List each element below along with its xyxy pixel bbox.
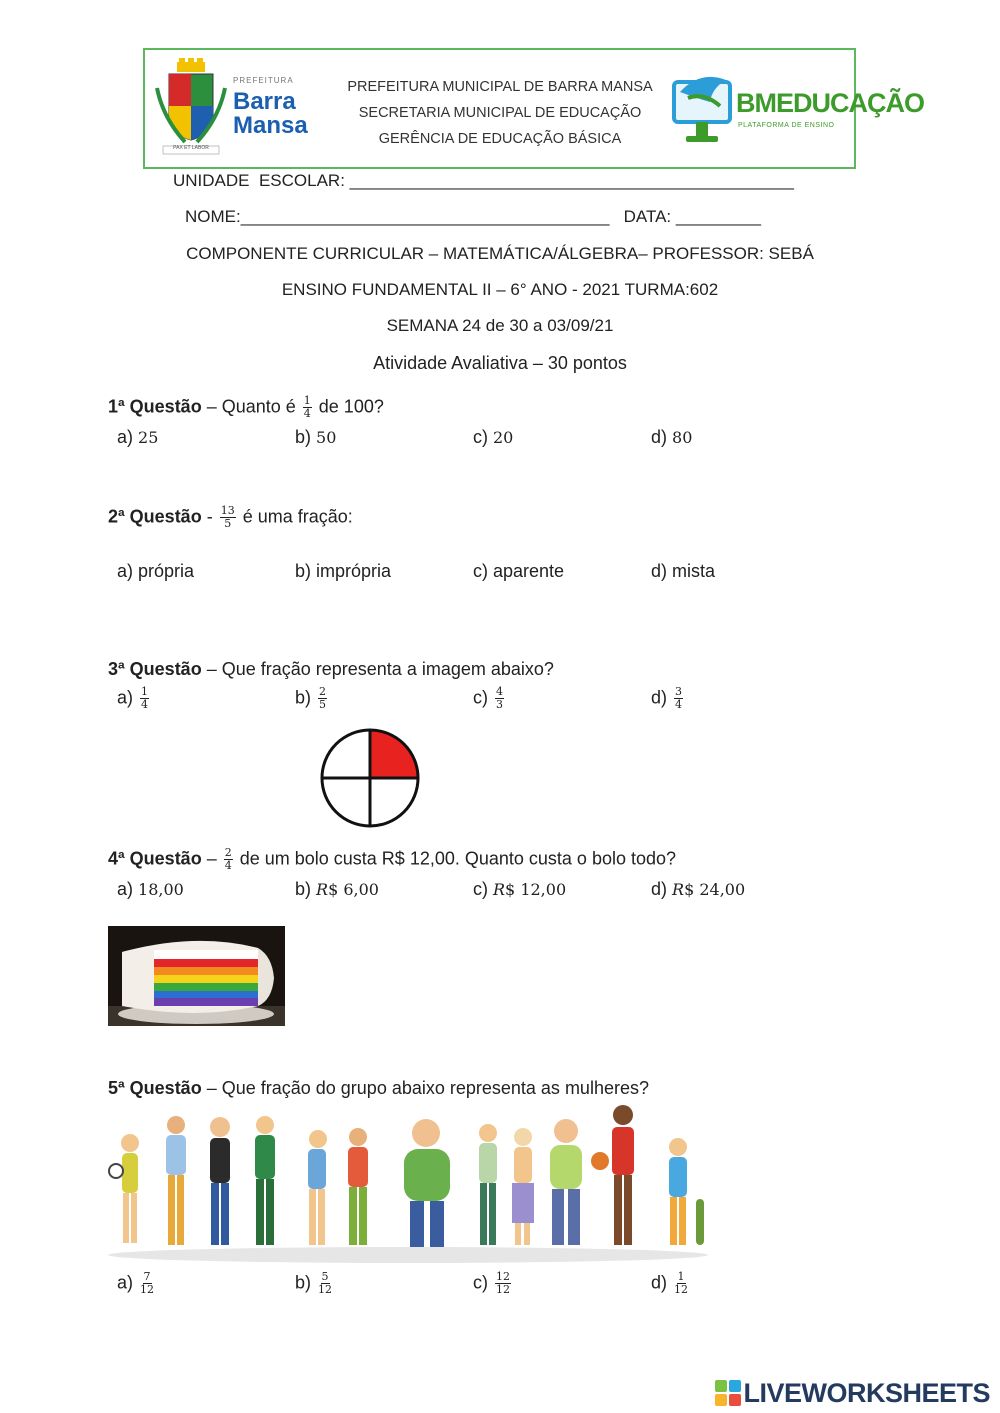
question-2-post: é uma fração:	[237, 506, 353, 527]
q1-option-d[interactable]	[651, 427, 692, 448]
prefeitura-label: PREFEITURA	[233, 76, 294, 85]
fraction-numerator: 1	[303, 394, 311, 407]
option-letter: d)	[651, 687, 673, 708]
fraction-denominator: 4	[303, 407, 311, 420]
coat-of-arms-icon	[155, 58, 227, 158]
option-value: aparente	[493, 561, 565, 581]
currency-prefix: R	[316, 880, 329, 899]
question-5-label: 5ª Questão	[108, 1078, 202, 1098]
currency-prefix: R	[493, 880, 506, 899]
question-1-fraction	[303, 395, 312, 420]
q5-option-a[interactable]	[117, 1271, 156, 1296]
fraction-numerator: 2	[319, 685, 327, 698]
option-value: $ 12,00	[505, 880, 567, 899]
option-letter: a)	[117, 687, 139, 708]
q3-option-c[interactable]	[473, 686, 506, 711]
option-value: 18,00	[138, 880, 184, 899]
fraction-denominator: 4	[141, 698, 149, 711]
componente-curricular: COMPONENTE CURRICULAR – MATEMÁTICA/ÁLGEBRA– PROFESSOR: SEBÁ	[186, 244, 814, 263]
bm-educacao-logo	[670, 68, 924, 153]
mansa-text: Mansa	[233, 112, 308, 139]
question-2-fraction	[220, 505, 236, 530]
q5-option-d[interactable]	[651, 1271, 690, 1296]
header-line-3: GERÊNCIA DE EDUCAÇÃO BÁSICA	[378, 131, 622, 147]
fraction-numerator: 5	[321, 1270, 329, 1283]
option-letter: a)	[117, 427, 139, 447]
option-fraction	[318, 686, 327, 711]
option-fraction	[674, 1271, 688, 1296]
option-value: imprópria	[316, 561, 392, 581]
q2-option-a[interactable]	[117, 561, 194, 582]
question-4-post: de um bolo custa R$ 12,00. Quanto custa o bolo todo?	[234, 848, 677, 869]
option-value: $ 24,00	[684, 880, 746, 899]
computer-monitor-icon	[670, 68, 736, 150]
fraction-denominator: 5	[224, 517, 232, 530]
bm-educacao-text: BMEDUCAÇÃO	[736, 88, 924, 118]
atividade-title: Atividade Avaliativa – 30 pontos	[373, 353, 627, 373]
question-3-title	[108, 659, 554, 680]
q1-option-c[interactable]	[473, 427, 513, 448]
option-letter: c)	[473, 427, 493, 447]
liveworksheets-watermark	[715, 1378, 990, 1408]
option-letter: b)	[295, 687, 317, 708]
fraction-numerator: 3	[675, 685, 683, 698]
q2-option-c[interactable]	[473, 561, 564, 582]
question-4-label: 4ª Questão	[108, 848, 202, 869]
fraction-numerator: 2	[224, 846, 232, 859]
q1-option-b[interactable]	[295, 427, 336, 448]
fraction-denominator: 4	[675, 698, 683, 711]
q3-option-a[interactable]	[117, 686, 151, 711]
barra-mansa-logo	[155, 58, 325, 158]
option-letter: b)	[295, 879, 317, 899]
option-letter: b)	[295, 1272, 317, 1293]
q1-option-a[interactable]	[117, 427, 158, 448]
question-1-label: 1ª Questão	[108, 396, 202, 417]
question-4-fraction	[224, 847, 233, 872]
fraction-denominator: 5	[319, 698, 327, 711]
fraction-numerator: 1	[141, 685, 149, 698]
question-4-pre: –	[201, 848, 222, 869]
fraction-numerator: 13	[220, 504, 235, 517]
question-1-post: de 100?	[313, 396, 384, 417]
ensino-line: ENSINO FUNDAMENTAL II – 6° ANO - 2021 TURMA:602	[281, 280, 719, 299]
option-letter: a)	[117, 1272, 139, 1293]
fraction-denominator: 3	[496, 698, 503, 711]
people-group-image	[108, 1103, 713, 1265]
q3-option-b[interactable]	[295, 686, 329, 711]
bm-educacao-subtitle: PLATAFORMA DE ENSINO	[738, 122, 835, 129]
option-fraction	[140, 1271, 154, 1296]
header-lines	[345, 74, 655, 152]
cake-icon	[108, 926, 285, 1026]
header-line-1: PREFEITURA MUNICIPAL DE BARRA MANSA	[347, 79, 653, 95]
header-box	[143, 48, 924, 169]
option-value: $ 6,00	[328, 880, 379, 899]
question-3-post: – Que fração representa a imagem abaixo?	[201, 659, 554, 679]
option-fraction	[140, 686, 149, 711]
q4-option-a[interactable]	[117, 879, 184, 900]
q4-option-c[interactable]	[473, 879, 566, 900]
option-fraction	[495, 686, 504, 711]
question-1-pre: – Quanto é	[201, 396, 301, 417]
fraction-numerator: 7	[143, 1270, 151, 1283]
option-letter: d)	[651, 427, 673, 447]
option-fraction	[495, 1271, 511, 1296]
currency-prefix: R	[672, 880, 685, 899]
question-2-label: 2ª Questão	[108, 506, 202, 527]
option-value: própria	[138, 561, 195, 581]
option-letter: c)	[473, 1272, 493, 1293]
option-fraction	[674, 686, 683, 711]
option-value: 50	[316, 428, 337, 447]
option-letter: d)	[651, 1272, 673, 1293]
motto-text: PAX ET LABOR	[173, 145, 209, 151]
fraction-denominator: 12	[674, 1283, 689, 1296]
barra-text: Barra	[233, 88, 296, 115]
q3-option-d[interactable]	[651, 686, 685, 711]
fraction-denominator: 4	[224, 859, 232, 872]
option-value: 20	[493, 428, 514, 447]
fraction-denominator: 12	[496, 1283, 510, 1296]
option-letter: b)	[295, 561, 317, 581]
liveworksheets-logo-icon	[715, 1380, 741, 1406]
option-value: 25	[138, 428, 159, 447]
option-letter: d)	[651, 561, 673, 581]
q2-option-b[interactable]	[295, 561, 391, 582]
fraction-numerator: 12	[496, 1270, 510, 1283]
q2-option-d[interactable]	[651, 561, 715, 582]
option-letter: b)	[295, 427, 317, 447]
option-fraction	[318, 1271, 332, 1296]
option-letter: a)	[117, 879, 139, 899]
question-3-label: 3ª Questão	[108, 659, 202, 679]
fraction-denominator: 12	[140, 1283, 155, 1296]
fraction-circle	[318, 726, 422, 830]
rainbow-cake-image	[108, 926, 285, 1026]
semana-line: SEMANA 24 de 30 a 03/09/21	[386, 316, 614, 335]
option-letter: c)	[473, 561, 493, 581]
option-letter: c)	[473, 687, 493, 708]
q4-option-d[interactable]	[651, 879, 745, 900]
fraction-numerator: 1	[677, 1270, 685, 1283]
fraction-numerator: 4	[496, 685, 503, 698]
question-1-title	[108, 395, 384, 420]
q5-option-b[interactable]	[295, 1271, 334, 1296]
option-letter: c)	[473, 879, 493, 899]
liveworksheets-text: LIVEWORKSHEETS	[743, 1377, 990, 1408]
option-value: 80	[672, 428, 693, 447]
q4-option-b[interactable]	[295, 879, 379, 900]
question-4-title	[108, 847, 676, 872]
question-5-post: – Que fração do grupo abaixo representa as mulheres?	[201, 1078, 649, 1098]
question-2-title	[108, 505, 353, 530]
unidade-escolar-field[interactable]: UNIDADE ESCOLAR: _______________________________________________	[173, 171, 795, 190]
option-letter: a)	[117, 561, 139, 581]
option-letter: d)	[651, 879, 673, 899]
header-line-2: SECRETARIA MUNICIPAL DE EDUCAÇÃO	[358, 105, 642, 121]
fraction-denominator: 12	[318, 1283, 333, 1296]
q5-option-c[interactable]	[473, 1271, 513, 1296]
nome-data-field[interactable]: NOME:_______________________________________ DATA: _________	[185, 207, 761, 226]
question-2-pre: -	[201, 506, 218, 527]
question-5-title	[108, 1078, 649, 1099]
option-value: mista	[672, 561, 716, 581]
